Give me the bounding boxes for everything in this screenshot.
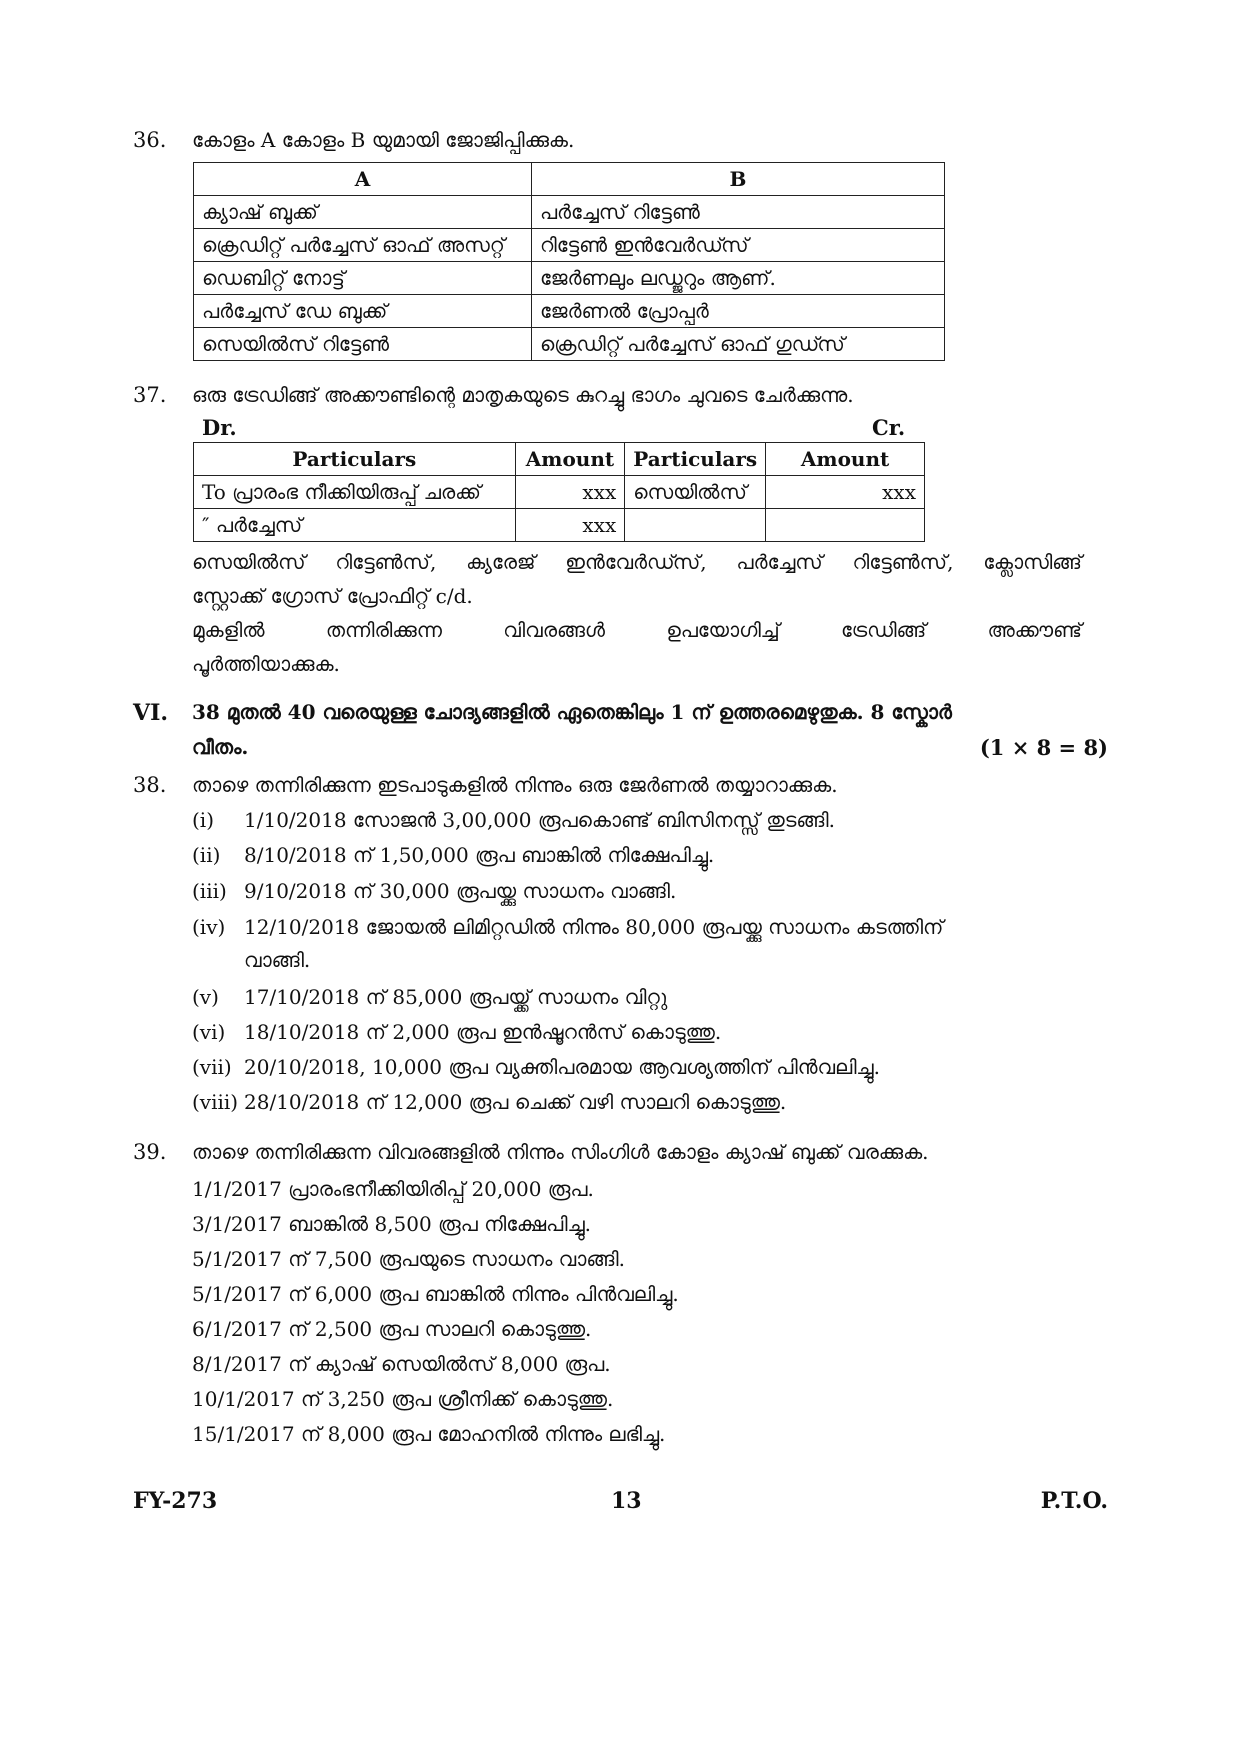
please-turn-over: P.T.O.: [1040, 1488, 1108, 1514]
table-cell: പർച്ചേസ് ഡേ ബുക്ക്: [194, 295, 532, 328]
q37-paragraph-2: [192, 618, 1082, 642]
table-cell: ജേർണലും ലഡ്ജറും ആണ്.: [531, 262, 944, 295]
table-row: [194, 328, 945, 361]
q37-paragraph-2-end: പൂർത്തിയാക്കുക.: [192, 652, 340, 676]
item-text: 1/10/2018 സോജൻ 3,00,000 രൂപകൊണ്ട് ബിസിനസ്സ് തുടങ്ങി.: [244, 808, 835, 832]
item-text: 12/10/2018 ജോയൽ ലിമിറ്റഡിൽ നിന്നും 80,000 രൂപയ്ക്കു സാധനം കടത്തിന്: [244, 915, 944, 939]
debit-label: Dr.: [202, 415, 237, 440]
question-38-number: 38.: [133, 773, 167, 797]
question-37-text: ഒരു ട്രേഡിങ്ങ് അക്കൗണ്ടിന്റെ മാതൃകയുടെ കുറച്ചു ഭാഗം ചുവടെ ചേർക്കുന്നു.: [192, 383, 854, 407]
list-item: [192, 843, 714, 867]
item-number: (ii): [192, 843, 221, 867]
list-item: [192, 1090, 786, 1114]
column-b-header: B: [531, 163, 944, 196]
q37-paragraph-1-end: സ്റ്റോക്ക് ഗ്രോസ് പ്രോഫിറ്റ് c/d.: [192, 584, 473, 608]
page-number: 13: [611, 1488, 642, 1514]
amount-header: Amount: [766, 443, 925, 476]
word: ഇൻവേർഡ്സ്,: [565, 550, 707, 574]
item-text: 8/10/2018 ന് 1,50,000 രൂപ ബാങ്കിൽ നിക്ഷേപിച്ചു.: [244, 843, 715, 867]
word: റിട്ടേൺസ്,: [852, 550, 954, 574]
table-row: [194, 509, 925, 542]
list-item-continuation: വാങ്ങി.: [244, 948, 311, 972]
table-cell: ഡെബിറ്റ് നോട്ട്: [194, 262, 532, 295]
question-37-number: 37.: [133, 383, 167, 407]
section-marks: (1 × 8 = 8): [979, 735, 1108, 760]
list-item: [192, 985, 667, 1009]
section-instruction: 38 മുതൽ 40 വരെയുള്ള ചോദ്യങ്ങളിൽ ഏതെങ്കിലും 1 ന് ഉത്തരമെഴുതുക. 8 സ്കോർ: [192, 700, 952, 724]
table-cell: xxx: [515, 509, 625, 542]
amount-header: Amount: [515, 443, 625, 476]
item-number: (viii): [192, 1090, 239, 1114]
word: വിവരങ്ങൾ: [503, 618, 605, 642]
word: റിട്ടേൺസ്,: [335, 550, 437, 574]
item-text: 9/10/2018 ന് 30,000 രൂപയ്ക്കു സാധനം വാങ്ങി.: [244, 879, 677, 903]
word: അക്കൗണ്ട്: [987, 618, 1082, 642]
question-36-number: 36.: [133, 128, 167, 152]
table-cell: സെയിൽസ്: [625, 476, 766, 509]
list-item: 6/1/2017 ന് 2,500 രൂപ സാലറി കൊടുത്തു.: [192, 1317, 592, 1341]
table-cell: പർച്ചേസ് റിട്ടേൺ: [531, 196, 944, 229]
table-header-row: [194, 163, 945, 196]
section-number: VI.: [133, 700, 169, 726]
match-table: [193, 162, 945, 361]
table-cell: ക്രെഡിറ്റ് പർച്ചേസ് ഓഫ് അസറ്റ്: [194, 229, 532, 262]
item-number: (iii): [192, 879, 227, 903]
word: ക്യരേജ്: [466, 550, 536, 574]
question-36-text: കോളം A കോളം B യുമായി ജോജിപ്പിക്കുക.: [192, 128, 575, 152]
list-item: [192, 1055, 880, 1079]
item-number: (vi): [192, 1020, 226, 1044]
word: ട്രേഡിങ്ങ്: [841, 618, 927, 642]
list-item: [192, 915, 943, 939]
q37-paragraph-1: [192, 550, 1082, 574]
trading-account-table: [193, 442, 925, 542]
table-cell: ക്രെഡിറ്റ് പർച്ചേസ് ഓഫ് ഗുഡ്സ്: [531, 328, 944, 361]
list-item: 1/1/2017 പ്രാരംഭനീക്കിയിരിപ്പ് 20,000 രൂപ.: [192, 1177, 594, 1201]
table-header-row: [194, 443, 925, 476]
item-text: 17/10/2018 ന് 85,000 രൂപയ്ക്ക് സാധനം വിറ്റു: [244, 985, 668, 1009]
item-text: 18/10/2018 ന് 2,000 രൂപ ഇൻഷൂറൻസ് കൊടുത്തു.: [244, 1020, 722, 1044]
question-38-text: താഴെ തന്നിരിക്കുന്ന ഇടപാടുകളിൽ നിന്നും ഒരു ജേർണൽ തയ്യാറാക്കുക.: [192, 773, 838, 797]
credit-label: Cr.: [872, 415, 906, 440]
table-cell: സെയിൽസ് റിട്ടേൺ: [194, 328, 532, 361]
table-cell: [625, 509, 766, 542]
table-cell: ക്യാഷ് ബുക്ക്: [194, 196, 532, 229]
table-row: [194, 229, 945, 262]
particulars-header: Particulars: [194, 443, 516, 476]
particulars-header: Particulars: [625, 443, 766, 476]
column-a-header: A: [194, 163, 532, 196]
table-row: [194, 295, 945, 328]
paper-code: FY-273: [133, 1488, 218, 1514]
table-row: [194, 262, 945, 295]
list-item: [192, 808, 835, 832]
item-number: (vii): [192, 1055, 232, 1079]
table-row: [194, 196, 945, 229]
question-39-number: 39.: [133, 1140, 167, 1164]
word: സെയിൽസ്: [192, 550, 306, 574]
item-text: 20/10/2018, 10,000 രൂപ വ്യക്തിപരമായ ആവശ്യത്തിന് പിൻവലിച്ചു.: [244, 1055, 880, 1079]
list-item: [192, 1020, 721, 1044]
table-cell: xxx: [766, 476, 925, 509]
item-number: (v): [192, 985, 219, 1009]
section-instruction-2: വീതം.: [192, 735, 249, 759]
item-number: (iv): [192, 915, 226, 939]
table-cell: ജേർണൽ പ്രോപ്പർ: [531, 295, 944, 328]
table-cell: To പ്രാരംഭ നീക്കിയിരുപ്പ് ചരക്ക്: [194, 476, 516, 509]
question-39-text: താഴെ തന്നിരിക്കുന്ന വിവരങ്ങളിൽ നിന്നും സിംഗിൾ കോളം ക്യാഷ് ബുക്ക് വരക്കുക.: [192, 1140, 929, 1164]
list-item: 15/1/2017 ന് 8,000 രൂപ മോഹനിൽ നിന്നും ലഭിച്ചു.: [192, 1422, 666, 1446]
list-item: 5/1/2017 ന് 6,000 രൂപ ബാങ്കിൽ നിന്നും പിൻവലിച്ചു.: [192, 1282, 679, 1306]
list-item: 3/1/2017 ബാങ്കിൽ 8,500 രൂപ നിക്ഷേപിച്ചു.: [192, 1212, 592, 1236]
list-item: [192, 879, 676, 903]
word: തന്നിരിക്കുന്ന: [325, 618, 442, 642]
word: ക്ലോസിങ്ങ്: [983, 550, 1082, 574]
table-cell: [766, 509, 925, 542]
list-item: 8/1/2017 ന് ക്യാഷ് സെയിൽസ് 8,000 രൂപ.: [192, 1352, 611, 1376]
word: പർച്ചേസ്: [736, 550, 823, 574]
table-cell: ″ പർച്ചേസ്: [194, 509, 516, 542]
list-item: 5/1/2017 ന് 7,500 രൂപയുടെ സാധനം വാങ്ങി.: [192, 1247, 625, 1271]
item-number: (i): [192, 808, 215, 832]
table-cell: റിട്ടേൺ ഇൻവേർഡ്സ്: [531, 229, 944, 262]
word: ഉപയോഗിച്ച്: [666, 618, 780, 642]
item-text: 28/10/2018 ന് 12,000 രൂപ ചെക്ക് വഴി സാലറി കൊടുത്തു.: [244, 1090, 787, 1114]
table-row: [194, 476, 925, 509]
word: മുകളിൽ: [192, 618, 265, 642]
list-item: 10/1/2017 ന് 3,250 രൂപ ശ്രീനിക്ക് കൊടുത്തു.: [192, 1387, 614, 1411]
table-cell: xxx: [515, 476, 625, 509]
